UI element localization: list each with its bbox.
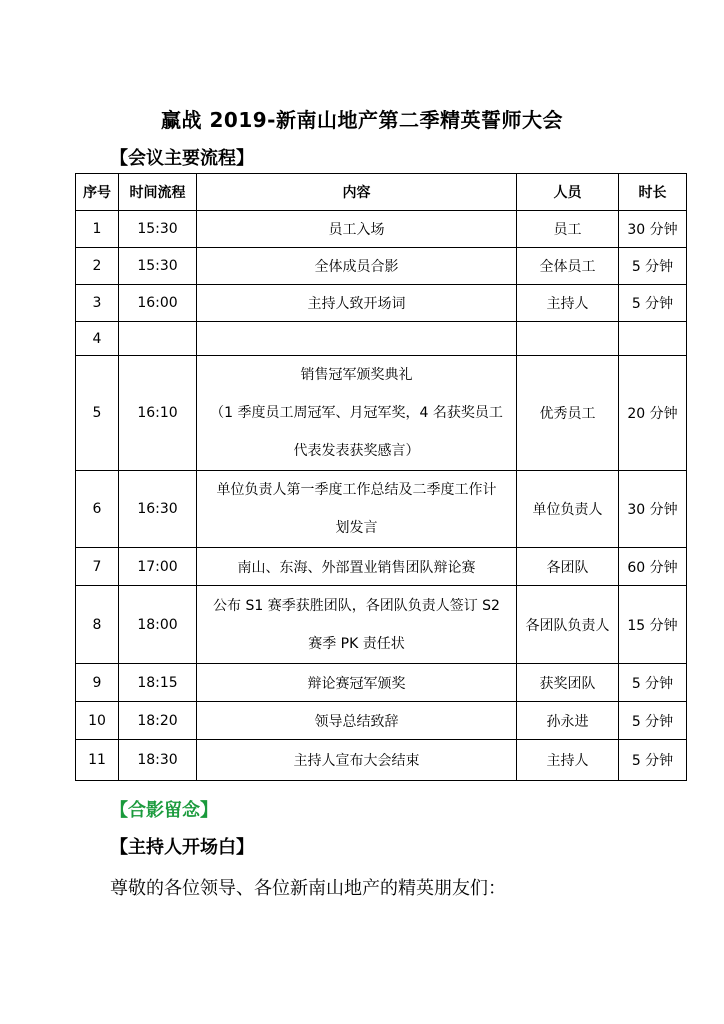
cell-content bbox=[197, 211, 517, 248]
header-content: 内容 bbox=[197, 174, 517, 211]
cell-content bbox=[197, 740, 517, 781]
section-heading-photo: 【合影留念】 bbox=[110, 800, 218, 821]
cell-person bbox=[517, 322, 619, 356]
cell-time bbox=[119, 322, 197, 356]
cell-duration: 30 分钟 bbox=[619, 471, 687, 548]
cell-person: 获奖团队 bbox=[517, 664, 619, 702]
page-title: 赢战 2019-新南山地产第二季精英誓师大会 bbox=[161, 108, 563, 132]
section-heading-agenda: 【会议主要流程】 bbox=[110, 148, 254, 169]
cell-time: 16:10 bbox=[119, 356, 197, 471]
cell-duration: 5 分钟 bbox=[619, 285, 687, 322]
cell-time: 16:30 bbox=[119, 471, 197, 548]
table-row bbox=[76, 248, 687, 285]
cell-time: 18:00 bbox=[119, 586, 197, 664]
content-line: 单位负责人第一季度工作总结及二季度工作计 bbox=[216, 482, 497, 498]
table-row bbox=[76, 664, 687, 702]
cell-person: 员工 bbox=[517, 211, 619, 248]
agenda-table bbox=[75, 173, 687, 781]
table-header-row bbox=[76, 174, 687, 211]
cell-content bbox=[197, 702, 517, 740]
cell-time: 18:20 bbox=[119, 702, 197, 740]
header-person: 人员 bbox=[517, 174, 619, 211]
table-row bbox=[76, 211, 687, 248]
table-row bbox=[76, 322, 687, 356]
cell-no: 7 bbox=[76, 548, 119, 586]
cell-duration: 60 分钟 bbox=[619, 548, 687, 586]
section-heading-host-opening: 【主持人开场白】 bbox=[110, 837, 254, 858]
cell-duration bbox=[619, 322, 687, 356]
cell-person: 各团队 bbox=[517, 548, 619, 586]
header-time: 时间流程 bbox=[119, 174, 197, 211]
content-line: 辩论赛冠军颁奖 bbox=[307, 675, 406, 692]
cell-person: 全体员工 bbox=[517, 248, 619, 285]
content-line: 全体成员合影 bbox=[314, 259, 399, 275]
cell-person: 孙永进 bbox=[517, 702, 619, 740]
table-row bbox=[76, 548, 687, 586]
content-line: 代表发表获奖感言） bbox=[293, 443, 420, 459]
cell-person: 主持人 bbox=[517, 740, 619, 781]
cell-time: 18:30 bbox=[119, 740, 197, 781]
table-row bbox=[76, 356, 687, 471]
content-line: 南山、东海、外部置业销售团队辩论赛 bbox=[237, 559, 476, 576]
cell-person: 各团队负责人 bbox=[517, 586, 619, 664]
cell-time: 17:00 bbox=[119, 548, 197, 586]
table-row bbox=[76, 740, 687, 781]
content-line: 销售冠军颁奖典礼 bbox=[300, 367, 413, 383]
cell-no: 8 bbox=[76, 586, 119, 664]
cell-no: 9 bbox=[76, 664, 119, 702]
cell-no: 2 bbox=[76, 248, 119, 285]
cell-time: 15:30 bbox=[119, 248, 197, 285]
cell-duration: 5 分钟 bbox=[619, 248, 687, 285]
header-duration: 时长 bbox=[619, 174, 687, 211]
cell-no: 3 bbox=[76, 285, 119, 322]
cell-duration: 5 分钟 bbox=[619, 702, 687, 740]
cell-time: 16:00 bbox=[119, 285, 197, 322]
cell-no: 5 bbox=[76, 356, 119, 471]
cell-time: 15:30 bbox=[119, 211, 197, 248]
content-line: 主持人宣布大会结束 bbox=[293, 753, 420, 769]
cell-no: 1 bbox=[76, 211, 119, 248]
cell-duration: 30 分钟 bbox=[619, 211, 687, 248]
content-line: 赛季 PK 责任状 bbox=[308, 635, 405, 652]
cell-person: 优秀员工 bbox=[517, 356, 619, 471]
cell-content bbox=[197, 471, 517, 548]
cell-content bbox=[197, 248, 517, 285]
table-row bbox=[76, 471, 687, 548]
header-no: 序号 bbox=[76, 174, 119, 211]
cell-person: 单位负责人 bbox=[517, 471, 619, 548]
table-row bbox=[76, 702, 687, 740]
content-line: 划发言 bbox=[335, 520, 378, 536]
content-line: 领导总结致辞 bbox=[314, 713, 399, 730]
content-line: 员工入场 bbox=[328, 222, 385, 238]
cell-duration: 5 分钟 bbox=[619, 664, 687, 702]
cell-no: 6 bbox=[76, 471, 119, 548]
cell-duration: 15 分钟 bbox=[619, 586, 687, 664]
cell-no: 10 bbox=[76, 702, 119, 740]
content-line: 公布 S1 赛季获胜团队，各团队负责人签订 S2 bbox=[213, 597, 500, 614]
table-row bbox=[76, 285, 687, 322]
cell-content bbox=[197, 322, 517, 356]
content-line: （1 季度员工周冠军、月冠军奖，4 名获奖员工 bbox=[210, 405, 503, 421]
cell-no: 4 bbox=[76, 322, 119, 356]
table-row bbox=[76, 586, 687, 664]
cell-person: 主持人 bbox=[517, 285, 619, 322]
cell-content bbox=[197, 285, 517, 322]
cell-content bbox=[197, 548, 517, 586]
cell-duration: 20 分钟 bbox=[619, 356, 687, 471]
speech-opening-line: 尊敬的各位领导、各位新南山地产的精英朋友们： bbox=[110, 878, 506, 899]
cell-duration: 5 分钟 bbox=[619, 740, 687, 781]
content-line: 主持人致开场词 bbox=[307, 296, 406, 312]
cell-content bbox=[197, 356, 517, 471]
cell-time: 18:15 bbox=[119, 664, 197, 702]
cell-no: 11 bbox=[76, 740, 119, 781]
cell-content bbox=[197, 664, 517, 702]
cell-content bbox=[197, 586, 517, 664]
